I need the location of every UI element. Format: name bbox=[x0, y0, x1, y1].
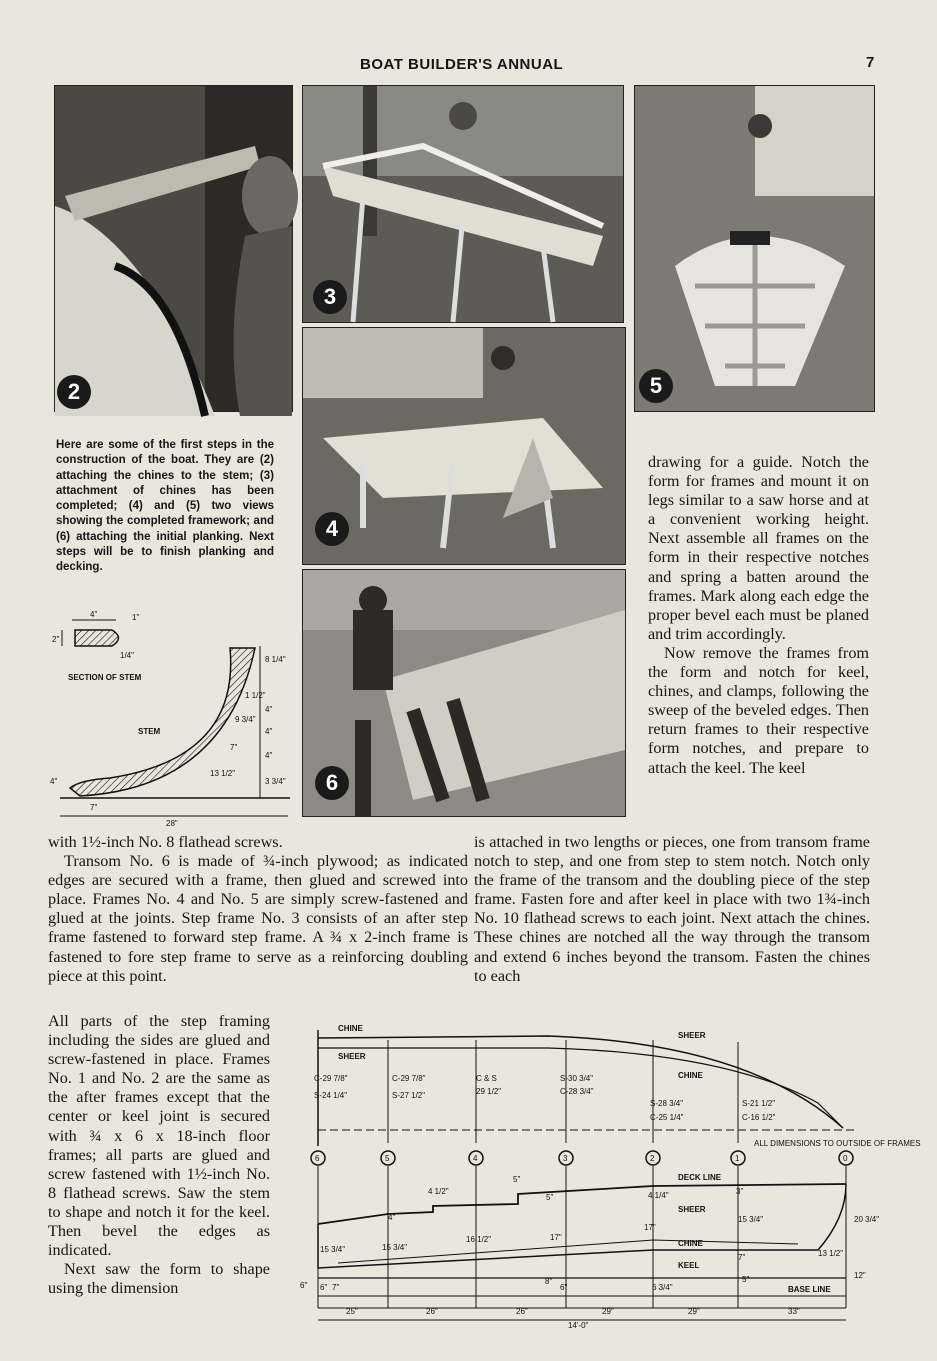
photo-2 bbox=[54, 85, 293, 412]
right-column-lower bbox=[474, 833, 870, 986]
right-column-upper bbox=[648, 453, 869, 778]
photo-5 bbox=[634, 85, 875, 412]
stem-diagram bbox=[50, 598, 300, 830]
dim-label: 6" bbox=[320, 1283, 328, 1292]
dim-label: 3 3/4" bbox=[265, 777, 286, 786]
dim-label: 13 1/2" bbox=[818, 1249, 844, 1258]
photo-3 bbox=[302, 85, 624, 323]
dim-label: 26" bbox=[426, 1307, 438, 1316]
overall-length: 14'-0" bbox=[568, 1321, 589, 1330]
dim-label: 13 1/2" bbox=[210, 769, 236, 778]
dim-label: 29" bbox=[602, 1307, 614, 1316]
dim-label: 12" bbox=[854, 1271, 866, 1280]
dim-label: 6 3/4" bbox=[652, 1283, 673, 1292]
station-dim: C-16 1/2" bbox=[742, 1113, 776, 1122]
photo-caption: Here are some of the first steps in the construction of the boat. They are (2) attaching the chines to the stem; (3) attachment of chines has been completed; (4) and (5) two views showing the completed framework; and (6) attaching the initial planking. Next steps will be to finish planking and decking. bbox=[56, 439, 274, 574]
station-dim: S-30 3/4" bbox=[560, 1074, 594, 1083]
dim-label: 5" bbox=[546, 1193, 554, 1202]
station-dim: S-27 1/2" bbox=[392, 1091, 426, 1100]
dim-label: 25" bbox=[346, 1307, 358, 1316]
paragraph: All parts of the step framing including the sides are glued and screw-fastened in place. Frames No. 1 and No. 2 are the same as the after frames except that the center or keel joint is secured with ¾ x 6 x 18-inch floor frames; all parts are glued and screw fastened with 1½-inch No. 8 flathead screws. Saw the stem to shape and notch it for the keel. Then bevel the edges as indicated. bbox=[48, 1012, 270, 1260]
dim-label: 20 3/4" bbox=[854, 1215, 880, 1224]
dim-label: 2" bbox=[52, 635, 60, 644]
station-markers bbox=[311, 1151, 853, 1165]
photo-number-badge: 5 bbox=[639, 369, 673, 403]
paragraph: Now remove the frames from the form and notch for keel, chines, and clamps, following the sweep of the beveled edges. Then return frames to their respective form notches, and prepare to attach the keel. The keel bbox=[648, 643, 869, 777]
dim-label: 1/4" bbox=[120, 651, 134, 660]
dim-label: 7" bbox=[230, 743, 238, 752]
left-column-lower bbox=[48, 833, 468, 986]
station-number: 4 bbox=[473, 1154, 478, 1163]
dim-label: 4 1/2" bbox=[428, 1187, 449, 1196]
station-number: 0 bbox=[843, 1154, 848, 1163]
station-dim: C-28 3/4" bbox=[560, 1087, 594, 1096]
dim-label: 4" bbox=[90, 610, 98, 619]
dim-label: 6" bbox=[300, 1281, 308, 1290]
dim-label: 26" bbox=[516, 1307, 528, 1316]
sheer-label: SHEER bbox=[338, 1052, 366, 1061]
dim-label: 17" bbox=[550, 1233, 562, 1242]
dim-label: 7" bbox=[90, 803, 98, 812]
station-dim: C-25 1/4" bbox=[650, 1113, 684, 1122]
left-column-narrow bbox=[48, 1012, 270, 1298]
base-line-label: BASE LINE bbox=[788, 1285, 831, 1294]
dim-label: 3" bbox=[736, 1187, 744, 1196]
dim-label: 4" bbox=[388, 1213, 396, 1222]
dim-label: 6" bbox=[560, 1283, 568, 1292]
chine-label: CHINE bbox=[338, 1024, 363, 1033]
stem-label: STEM bbox=[138, 727, 161, 736]
dim-label: 15 3/4" bbox=[320, 1245, 346, 1254]
dim-label: 17" bbox=[644, 1223, 656, 1232]
dim-label: 7" bbox=[738, 1253, 746, 1262]
sheer-line-label: SHEER bbox=[678, 1205, 706, 1214]
station-dim: C-29 7/8" bbox=[392, 1074, 426, 1083]
chine-label: CHINE bbox=[678, 1071, 703, 1080]
paragraph: with 1½-inch No. 8 flathead screws. bbox=[48, 833, 283, 851]
paragraph: drawing for a guide. Notch the form for frames and mount it on legs similar to a saw horse and at a convenient working height. Next assemble all frames on the form in their respective notches and spring a batten around the frames. Mark along each edge the proper bevel each must be planed and trim accordingly. bbox=[648, 453, 869, 643]
station-dim: C & S bbox=[476, 1074, 497, 1083]
chine-line-label: CHINE bbox=[678, 1239, 703, 1248]
station-dim: S-28 3/4" bbox=[650, 1099, 684, 1108]
dim-label: 15 3/4" bbox=[738, 1215, 764, 1224]
station-dim: S-24 1/4" bbox=[314, 1091, 348, 1100]
dim-label: 16 1/2" bbox=[466, 1235, 492, 1244]
dim-label: 4" bbox=[50, 777, 58, 786]
dim-label: 1 1/2" bbox=[245, 691, 266, 700]
dim-label: 8 1/4" bbox=[265, 655, 286, 664]
photo-number-badge: 3 bbox=[313, 280, 347, 314]
paragraph: Next saw the form to shape using the dimension bbox=[48, 1260, 270, 1298]
keel-label: KEEL bbox=[678, 1261, 700, 1270]
dim-label: 33" bbox=[788, 1307, 800, 1316]
dim-label: 1" bbox=[132, 613, 140, 622]
page-number: 7 bbox=[866, 54, 875, 71]
running-header: BOAT BUILDER'S ANNUAL bbox=[360, 56, 564, 73]
dimensions-note: ALL DIMENSIONS TO OUTSIDE OF FRAMES bbox=[754, 1139, 921, 1148]
paragraph: is attached in two lengths or pieces, one from transom frame notch to step, and one from step to stem notch. Notch only the frame of the transom and the doubling piece of the step frame. Fasten fore and after keel in place with two 1¾-inch No. 10 flathead screws to each joint. Next attach the chines. These chines are notched all the way through the transom and extend 6 inches beyond the transom. Fasten the chines to each bbox=[474, 833, 870, 985]
station-number: 1 bbox=[735, 1154, 740, 1163]
dim-label: 29" bbox=[688, 1307, 700, 1316]
station-number: 6 bbox=[315, 1154, 320, 1163]
station-dim: 29 1/2" bbox=[476, 1087, 502, 1096]
station-number: 2 bbox=[650, 1154, 655, 1163]
dim-label: 4 1/4" bbox=[648, 1191, 669, 1200]
dim-label: 4" bbox=[265, 751, 273, 760]
photo-6 bbox=[302, 569, 626, 817]
stem-section bbox=[52, 610, 142, 682]
deck-line-label: DECK LINE bbox=[678, 1173, 722, 1182]
dim-label: 5" bbox=[513, 1175, 521, 1184]
section-label: SECTION OF STEM bbox=[68, 673, 142, 682]
dim-label: 4" bbox=[265, 727, 273, 736]
photo-4 bbox=[302, 327, 626, 565]
hull-plan-diagram bbox=[298, 1018, 921, 1330]
paragraph: Transom No. 6 is made of ¾-inch plywood; as indicated edges are secured with a frame, then glued and screwed into place. Frames No. 4 and No. 5 are simply screw-fastened and glued at the joints. Step frame No. 3 consists of an after step frame fastened to forward step frame. A ¾ x 2-inch frame is fastened to fore step frame to serve as a reinforcing doubling piece at this point. bbox=[48, 852, 468, 985]
dim-label: 7" bbox=[332, 1283, 340, 1292]
dim-label: 28" bbox=[166, 819, 178, 828]
station-dim: C-29 7/8" bbox=[314, 1074, 348, 1083]
photo-number-badge: 4 bbox=[315, 512, 349, 546]
dim-label: 5" bbox=[742, 1275, 750, 1284]
station-number: 5 bbox=[385, 1154, 390, 1163]
photo-number-badge: 2 bbox=[57, 375, 91, 409]
dim-label: 15 3/4" bbox=[382, 1243, 408, 1252]
dim-label: 8" bbox=[545, 1277, 553, 1286]
dim-label: 4" bbox=[265, 705, 273, 714]
station-number: 3 bbox=[563, 1154, 568, 1163]
station-dim: S-21 1/2" bbox=[742, 1099, 776, 1108]
photo-number-badge: 6 bbox=[315, 766, 349, 800]
sheer-label: SHEER bbox=[678, 1031, 706, 1040]
dim-label: 9 3/4" bbox=[235, 715, 256, 724]
